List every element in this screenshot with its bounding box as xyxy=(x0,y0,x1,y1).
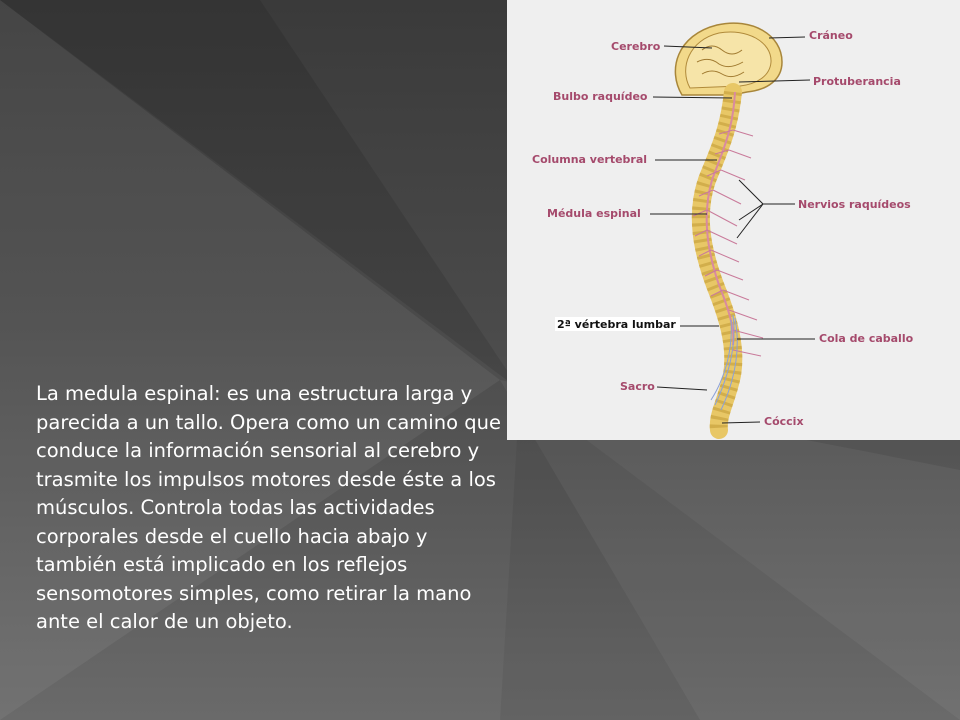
spinal-cord-diagram xyxy=(507,0,960,440)
label-columna: Columna vertebral xyxy=(532,153,648,166)
label-bulbo: Bulbo raquídeo xyxy=(553,90,648,103)
label-nervios: Nervios raquídeos xyxy=(798,198,911,211)
label-vertebra: 2ª vértebra lumbar xyxy=(557,318,676,331)
body-paragraph: La medula espinal: es una estructura larga y parecida a un tallo. Opera como un camino que conduce la información sensorial al cerebro y trasmite los impulsos motores desde éste a los músculos. Controla todas las actividades corporales desde el cuello hacia abajo y también está implicado en los reflejos sensomotores simples, como retirar la mano ante el calor de un objeto. xyxy=(36,382,501,633)
label-medula: Médula espinal xyxy=(547,207,641,220)
label-craneo: Cráneo xyxy=(809,29,853,42)
label-protuberancia: Protuberancia xyxy=(813,75,901,88)
label-coccix: Cóccix xyxy=(764,415,804,428)
spinal-cord-illustration xyxy=(507,0,960,440)
label-cerebro: Cerebro xyxy=(611,40,661,53)
label-sacro: Sacro xyxy=(620,380,655,393)
label-cola: Cola de caballo xyxy=(819,332,914,345)
